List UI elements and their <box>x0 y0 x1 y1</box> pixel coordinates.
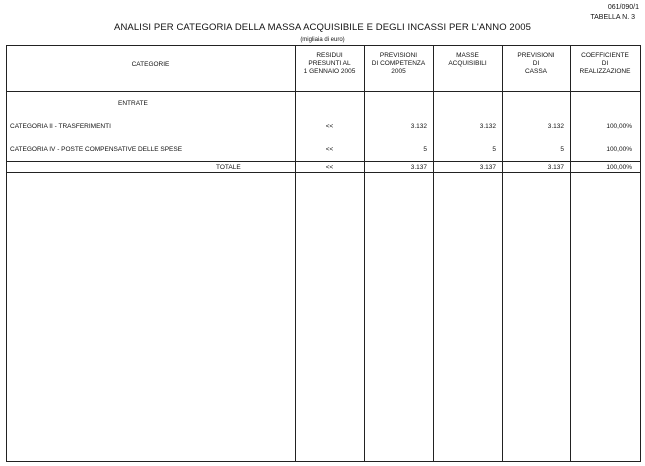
row-competenza: 5 <box>423 146 427 153</box>
column-divider-2 <box>364 45 365 461</box>
total-bottom-divider <box>6 172 640 173</box>
table-frame <box>6 45 641 462</box>
total-label: TOTALE <box>216 164 241 171</box>
total-top-divider <box>6 161 640 162</box>
column-header-previsioni-competenza: PREVISIONI DI COMPETENZA 2005 <box>371 52 426 75</box>
total-competenza: 3.137 <box>410 164 427 171</box>
total-residui: << <box>325 164 334 171</box>
total-coefficiente: 100,00% <box>606 164 632 171</box>
row-competenza: 3.132 <box>410 123 427 130</box>
unit-note: (migliaia di euro) <box>300 37 345 43</box>
column-divider-5 <box>570 45 571 461</box>
row-label: CATEGORIA II - TRASFERIMENTI <box>10 123 111 130</box>
row-masse: 3.132 <box>479 123 496 130</box>
section-label-entrate: ENTRATE <box>118 100 148 107</box>
column-divider-3 <box>433 45 434 461</box>
column-divider-1 <box>295 45 296 461</box>
column-header-masse-acquisibili: MASSE ACQUISIBILI <box>448 52 487 67</box>
total-masse: 3.137 <box>479 164 496 171</box>
header-divider <box>6 91 640 92</box>
table-number: TABELLA N. 3 <box>590 14 635 21</box>
column-divider-4 <box>502 45 503 461</box>
row-cassa: 5 <box>560 146 564 153</box>
column-header-previsioni-cassa: PREVISIONI DI CASSA <box>517 52 555 75</box>
row-residui: << <box>325 123 334 130</box>
column-header-residui: RESIDUI PRESUNTI AL 1 GENNAIO 2005 <box>303 52 356 75</box>
row-masse: 5 <box>492 146 496 153</box>
column-header-categorie: CATEGORIE <box>131 61 170 68</box>
row-cassa: 3.132 <box>547 123 564 130</box>
row-residui: << <box>325 146 334 153</box>
row-coefficiente: 100,00% <box>606 123 632 130</box>
row-coefficiente: 100,00% <box>606 146 632 153</box>
total-cassa: 3.137 <box>547 164 564 171</box>
page-title: ANALISI PER CATEGORIA DELLA MASSA ACQUISIBILE E DEGLI INCASSI PER L'ANNO 2005 <box>114 22 531 33</box>
document-code: 061/090/1 <box>607 4 639 11</box>
column-header-coefficiente: COEFFICIENTE DI REALIZZAZIONE <box>579 52 631 75</box>
row-label: CATEGORIA IV - POSTE COMPENSATIVE DELLE SPESE <box>10 146 183 153</box>
